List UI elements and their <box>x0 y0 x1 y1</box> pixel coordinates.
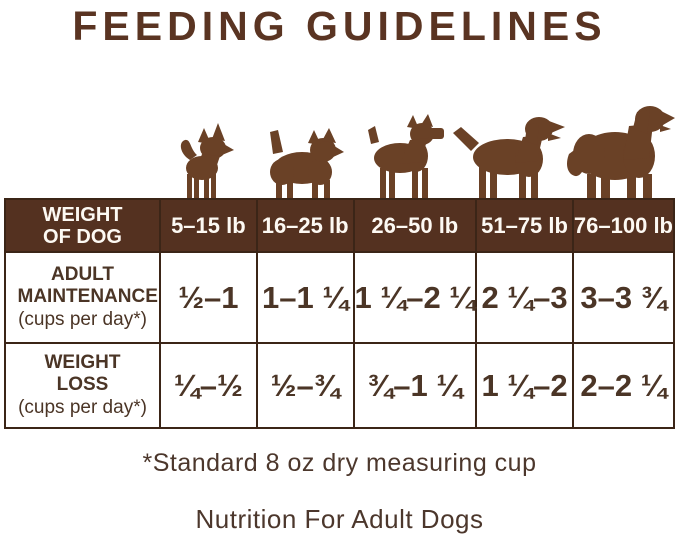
table-cell: ¼–½ <box>161 344 256 427</box>
table-corner-header <box>6 200 159 251</box>
table-cell: ¾–1 ¼ <box>355 344 476 427</box>
table-cell: 3–3 ¾ <box>574 253 673 342</box>
weight-col-header-4: 51–75 lb <box>477 200 572 251</box>
dog-cell-4 <box>453 105 565 198</box>
weight-col-header-2: 16–25 lb <box>258 200 353 251</box>
dog-cell-2 <box>256 128 355 198</box>
table-cell: ½–1 <box>161 253 256 342</box>
weight-col-header-5: 76–100 lb <box>574 200 673 251</box>
dog-cell-3 <box>354 114 453 198</box>
mountain-dog-icon <box>565 98 675 198</box>
boxer-icon <box>362 114 446 198</box>
dog-size-icons <box>4 50 675 198</box>
measuring-cup-footnote: *Standard 8 oz dry measuring cup <box>142 449 537 477</box>
table-cell: ½–¾ <box>258 344 353 427</box>
table-cell: 1 ¼–2 ¼ <box>355 253 476 342</box>
table-cell: 1 ¼–2 <box>477 344 572 427</box>
feeding-table <box>4 198 675 429</box>
weight-col-header-3: 26–50 lb <box>355 200 476 251</box>
weight-col-header-1: 5–15 lb <box>161 200 256 251</box>
row-header-adult-maintenance: ADULT MAINTENANCE (cups per day*) <box>6 253 159 342</box>
table-cell: 2–2 ¼ <box>574 344 673 427</box>
table-cell: 1–1 ¼ <box>258 253 353 342</box>
row-header-weight-loss: WEIGHT LOSS (cups per day*) <box>6 344 159 427</box>
page-title: FEEDING GUIDELINES <box>72 3 607 49</box>
table-cell: 2 ¼–3 <box>477 253 572 342</box>
dog-cell-5 <box>565 98 675 198</box>
dog-cell-1 <box>157 122 256 198</box>
chihuahua-icon <box>178 122 234 198</box>
nutrition-caption: Nutrition For Adult Dogs <box>195 504 484 534</box>
retriever-icon <box>453 105 565 198</box>
terrier-icon <box>266 128 344 198</box>
weight-of-dog-label: WEIGHT OF DOG <box>42 203 123 248</box>
